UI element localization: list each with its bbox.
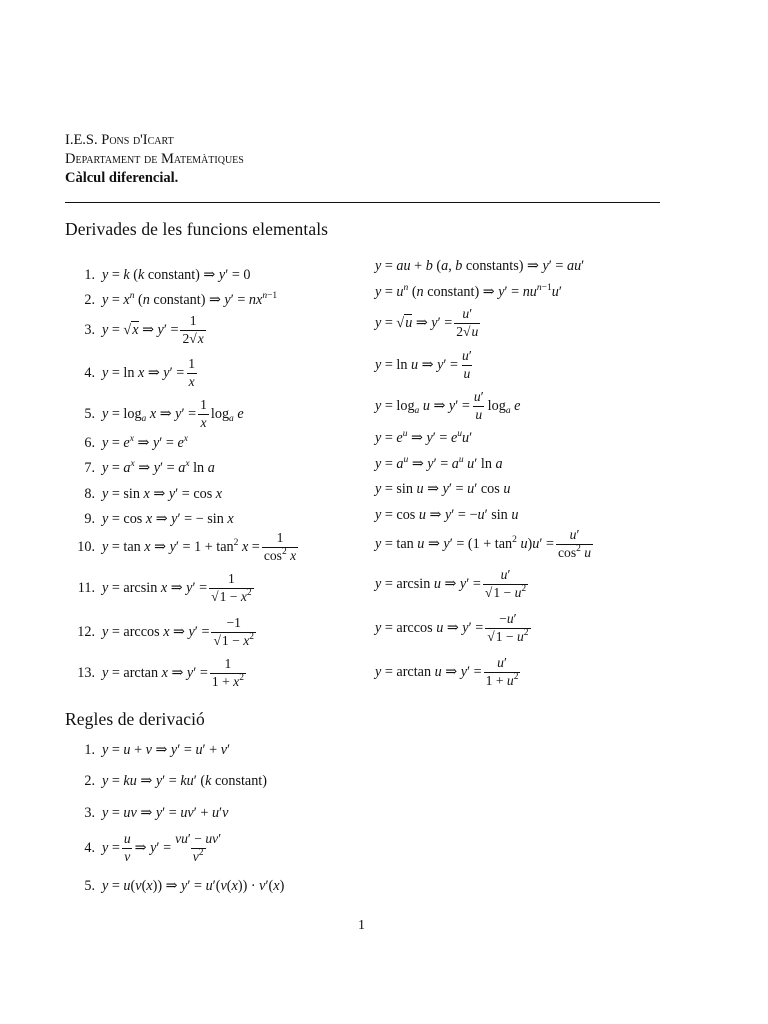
section-title-elementals: Derivades de les funcions elementals [65, 219, 329, 239]
list-item: 10. y = tan x ⇒ $y' = 1 + \tan^2 x$ = $\frac{1}{\cos^2 x}$ [77, 530, 297, 563]
list-item: y = arctan u ⇒ y′ = $\frac{u'}{1 + u^2}$ [375, 655, 519, 688]
list-item: $y = u^n$ (n constant) ⇒ $y' = nu^{n-1}u'$ [375, 283, 562, 300]
list-item: $y = e^u$ ⇒ $y' = e^uu'$ [375, 429, 473, 446]
list-item: 2. $y = x^n$ (n constant) ⇒ $y' = nx^{n-1}$ [84, 291, 278, 308]
list-item: y = cos u ⇒ y′ = −u′ sin u [375, 507, 519, 523]
list-item: 3. y = √x ⇒ y′ = $\frac{1}{2√x}$ [84, 313, 204, 346]
list-item: y = sin u ⇒ y′ = u′ cos u [375, 481, 511, 497]
list-item: 6. $y = e^x$ ⇒ $y' = e^x$ [84, 434, 188, 451]
list-item: y = arcsin u ⇒ y′ = $\frac{u'}{√1 - u^2}$ [375, 567, 527, 600]
list-item: 7. $y = a^x$ ⇒ $y' = a^x$ ln a [84, 459, 215, 476]
list-item: 4. y = ln x ⇒ y′ = $\frac{1}{x}$ [84, 356, 196, 389]
page-number: 1 [358, 918, 365, 933]
list-item: 8. y = sin x ⇒ y′ = cos x [84, 486, 223, 502]
list-item: 4. y = $\frac{u}{v}$ ⇒ y′ = $\frac{vu' - uv'}{v^2}$ [84, 831, 222, 864]
list-item: 5. $y = \log_a x$ ⇒ y′ = $\frac{1}{x}$ $\log_a e$ [84, 397, 244, 430]
list-item: 1. y = k (k constant) ⇒ y′ = 0 [84, 267, 251, 283]
list-item: 3. y = uv ⇒ y′ = uv′ + u′v [84, 805, 229, 821]
list-item: 9. y = cos x ⇒ y′ = − sin x [84, 511, 234, 527]
document-header [65, 131, 244, 188]
list-item: y = tan u ⇒ $y' = (1 + \tan^2 u)u'$ = $\frac{u'}{\cos^2 u}$ [375, 527, 592, 560]
list-item: 12. y = arccos x ⇒ y′ = $\frac{-1}{√1 - x^2}$ [77, 615, 254, 648]
list-item: y = ln u ⇒ y′ = $\frac{u'}{u}$ [375, 348, 472, 381]
list-item: 13. y = arctan x ⇒ y′ = $\frac{1}{1 + x^2}$ [77, 656, 244, 689]
list-item: 11. y = arcsin x ⇒ y′ = $\frac{1}{√1 - x^2}$ [77, 571, 252, 604]
list-item: y = au + b (a, b constants) ⇒ y′ = au′ [375, 258, 585, 274]
section-title-regles: Regles de derivació [65, 709, 205, 729]
list-item: y = arccos u ⇒ y′ = $\frac{-u'}{√1 - u^2}$ [375, 611, 529, 644]
course-title: Càlcul diferencial. [65, 170, 179, 186]
list-item: 5. y = u(v(x)) ⇒ y′ = u′(v(x)) · v′(x) [84, 878, 285, 894]
list-item: 2. y = ku ⇒ y′ = ku′ (k constant) [84, 773, 267, 789]
list-item: $y = a^u$ ⇒ $y' = a^u$ u′ ln a [375, 455, 503, 472]
school-name: I.E.S. Pons d'Icart [65, 132, 174, 148]
list-item: 1. y = u + v ⇒ y′ = u′ + v′ [84, 742, 231, 758]
list-item: $y = \log_a u$ ⇒ y′ = $\frac{u'}{u}$ $\log_a e$ [375, 389, 521, 422]
header-rule [65, 202, 660, 203]
department-name: Departament de Matemàtiques [65, 151, 244, 167]
list-item: y = √u ⇒ y′ = $\frac{u'}{2√u}$ [375, 306, 479, 339]
